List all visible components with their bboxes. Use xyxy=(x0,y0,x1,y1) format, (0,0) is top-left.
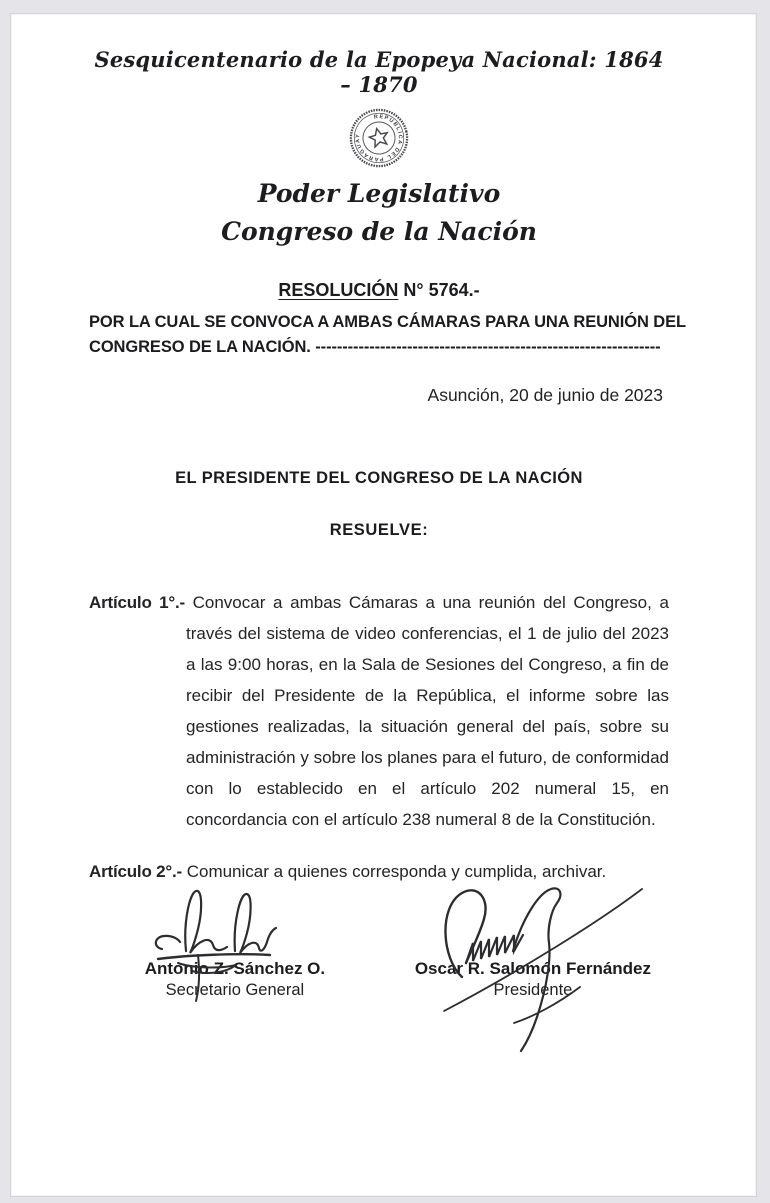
org-congreso-nacion: Congreso de la Nación xyxy=(221,217,537,246)
paraguay-seal-icon xyxy=(348,107,410,169)
resolution-number: N° 5764.- xyxy=(398,280,480,300)
subject-line-1: POR LA CUAL SE CONVOCA A AMBAS CÁMARAS PARA UNA REUNIÓN DEL xyxy=(89,313,686,331)
document-page xyxy=(10,13,757,1197)
org-poder-legislativo: Poder Legislativo xyxy=(257,179,501,208)
subject-line-2 xyxy=(89,335,669,360)
president-title: Presidente xyxy=(493,981,573,999)
dateline: Asunción, 20 de junio de 2023 xyxy=(427,385,663,405)
article-2-text: Comunicar a quienes corresponda y cumplida, archivar. xyxy=(181,862,607,881)
resolution-subject xyxy=(89,310,686,360)
national-seal xyxy=(89,107,669,169)
signature-block xyxy=(89,959,669,1000)
document-content xyxy=(89,47,686,1000)
seal-star-icon xyxy=(368,126,390,147)
resolution-title xyxy=(89,280,669,301)
article-1 xyxy=(89,587,669,835)
article-1-text: Convocar a ambas Cámaras a una reunión del Congreso, a través del sistema de video conferencias, el 1 de julio del 2023 a las 9:00 horas, en la Sala de Sesiones del Congreso, a fin de recibir del Presidente de la República, el informe sobre las gestiones realizadas, la situación general del país, sobre su administración y sobre los planes para el futuro, de conformidad con lo establecido en el artículo 202 numeral 15, en concordancia con el artículo 238 numeral 8 de la Constitución. xyxy=(184,593,669,829)
president-name: Oscar R. Salomón Fernández xyxy=(414,959,652,978)
resolution-word: RESOLUCIÓN xyxy=(278,280,399,300)
article-2 xyxy=(89,856,669,887)
article-1-label: Artículo 1°.- xyxy=(89,593,185,612)
authority-heading: EL PRESIDENTE DEL CONGRESO DE LA NACIÓN xyxy=(175,469,583,487)
secretary-name: Antonio Z. Sánchez O. xyxy=(144,959,326,978)
secretary-title: Secretario General xyxy=(165,981,305,999)
article-2-label: Artículo 2°.- xyxy=(89,862,182,881)
subject-filler-dashes: ---------------------------------------------------------------- xyxy=(315,338,661,356)
signature-president xyxy=(351,959,669,1000)
seal-ring-text: REPUBLICA DEL PARAGUAY xyxy=(355,114,403,162)
subject-line-2-text: CONGRESO DE LA NACIÓN. xyxy=(89,338,316,356)
resolves-heading: RESUELVE: xyxy=(329,521,429,539)
header-motto: Sesquicentenario de la Epopeya Nacional: 1864 – 1870 xyxy=(94,47,664,97)
signature-secretary xyxy=(119,959,351,1000)
